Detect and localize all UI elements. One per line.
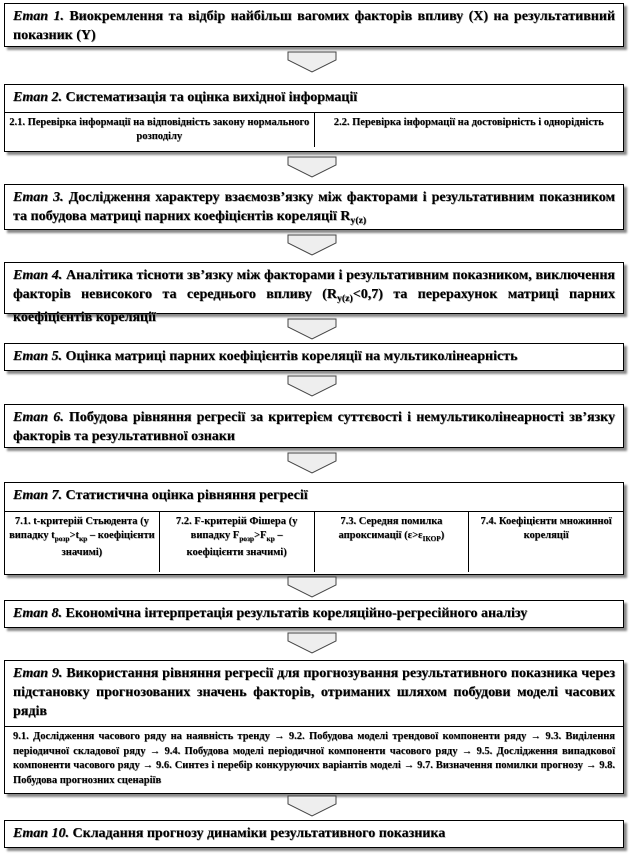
stage-9-label: Етап 9.: [13, 666, 63, 681]
down-arrow-5: [287, 375, 337, 397]
stage-6-text: [5, 405, 623, 448]
stage-2-subtask-2: 2.2. Перевірка інформації на достовірність і однорідність: [314, 113, 624, 147]
stage-5-box: [4, 343, 624, 371]
stage-3-description: Дослідження характеру взаємозв’язку між факторами і результативним показником та побудова матриці парних коефіцієнтів кореляції R: [13, 190, 616, 224]
stage-2-text: [5, 85, 623, 109]
down-arrow-1: [287, 51, 337, 73]
down-arrow-2: [287, 156, 337, 178]
stage-5-label: Етап 5.: [13, 349, 63, 364]
down-arrow-3: [287, 234, 337, 256]
stage-7-subtask-4: 7.4. Коефіцієнти множинної кореляції: [468, 512, 623, 572]
stage-5-description: Оцінка матриці парних коефіцієнтів кореляції на мультиколінеарність: [62, 349, 518, 364]
stage-4-subscript: y(z): [336, 293, 353, 304]
down-arrow-4: [287, 318, 337, 340]
stage-3-subscript: y(z): [350, 215, 367, 226]
stage-8-description: Економічна інтерпретація результатів кореляційно-регресійного аналізу: [62, 606, 528, 621]
stage-7-subtask-3: 7.3. Середня помилка апроксимації $(\varepsilon>\varepsilon_{ІКОР})$: [314, 512, 469, 572]
stage-7-label: Етап 7.: [13, 488, 63, 503]
stage-2-description: Систематизація та оцінка вихідної інформації: [62, 90, 358, 105]
stage-2-subtasks: [5, 112, 623, 147]
stage-10-box: [4, 820, 624, 848]
stage-9-text: [5, 661, 623, 726]
stage-1-box: [4, 3, 624, 47]
stage-9-description: Використання рівняння регресії для прогнозування результативного показника через підстановку прогнозованих значень факторів, отриманих шляхом побудови моделі часових рядів: [13, 666, 616, 719]
stage-3-box: [4, 184, 624, 230]
stage-2-box: [4, 84, 624, 152]
stage-10-text: [5, 821, 623, 845]
down-arrow-6: [287, 452, 337, 474]
stage-7-subtasks: [5, 511, 623, 572]
stage-9-time-series-steps: 9.1. Дослідження часового ряду на наявність тренду → 9.2. Побудова моделі трендової компоненти ряду → 9.3. Виділення періодичної складової ряду → 9.4. Побудова моделі періодичної компоненти часового ряду → 9.5. Дослідження випадкової компоненти часового ряду → 9.6. Синтез і перебір конкуруючих варіантів моделі → 9.7. Визначення помилки прогнозу → 9.8. Побудова прогнозних сценаріїв: [5, 726, 623, 791]
stage-9-box: [4, 660, 624, 794]
stage-3-text: [5, 185, 623, 232]
stage-8-text: [5, 601, 623, 625]
stage-7-subtask-1: 7.1. t-критерій Стьюдента (у випадку $t_{розр}>t_{кр}$ – коефіцієнти значимі): [9, 516, 155, 558]
down-arrow-9: [287, 795, 337, 817]
stage-4-description: Аналітика тісноти зв’язку між факторами і результативним показником, виключення факторів невисокого та середнього впливу (R: [13, 268, 615, 302]
stage-7-box: [4, 482, 624, 575]
stage-6-box: [4, 404, 624, 448]
stage-7-subtask-2: 7.2. F-критерій Фішера (у випадку $F_{розр}>F_{кр}$ – коефіцієнти значимі): [159, 512, 314, 572]
stage-2-label: Етап 2.: [13, 90, 63, 105]
stage-4-box: [4, 262, 624, 325]
stage-5-text: [5, 344, 623, 368]
stage-7-description: Статистична оцінка рівняння регресії: [62, 488, 308, 503]
stage-1-label: Етап 1.: [13, 9, 64, 24]
stage-2-subtask-1: 2.1. Перевірка інформації на відповідність закону нормального розподілу: [9, 117, 310, 142]
stage-8-box: [4, 600, 624, 628]
stage-6-label: Етап 6.: [13, 410, 64, 425]
stage-10-description: Складання прогнозу динаміки результативного показника: [69, 826, 446, 841]
stage-4-label: Етап 4.: [13, 268, 63, 283]
stage-6-description: Побудова рівняння регресії за критерієм суттєвості і немультиколінеарності зв’язку факторів та результативної ознаки: [13, 410, 616, 444]
stage-1-description: Виокремлення та відбір найбільш вагомих факторів впливу (X) на результативний показник (Y): [13, 9, 616, 43]
stage-10-label: Етап 10.: [13, 826, 70, 841]
stage-8-label: Етап 8.: [13, 606, 63, 621]
stage-4-text: [5, 263, 623, 325]
stage-4-description-end: <0,7) та перерахунок матриці парних коефіцієнтів кореляції: [13, 287, 615, 325]
stage-7-text: [5, 483, 623, 511]
stage-3-label: Етап 3.: [13, 190, 64, 205]
stage-1-text: [5, 4, 623, 47]
down-arrow-8: [287, 632, 337, 654]
down-arrow-7: [287, 576, 337, 598]
